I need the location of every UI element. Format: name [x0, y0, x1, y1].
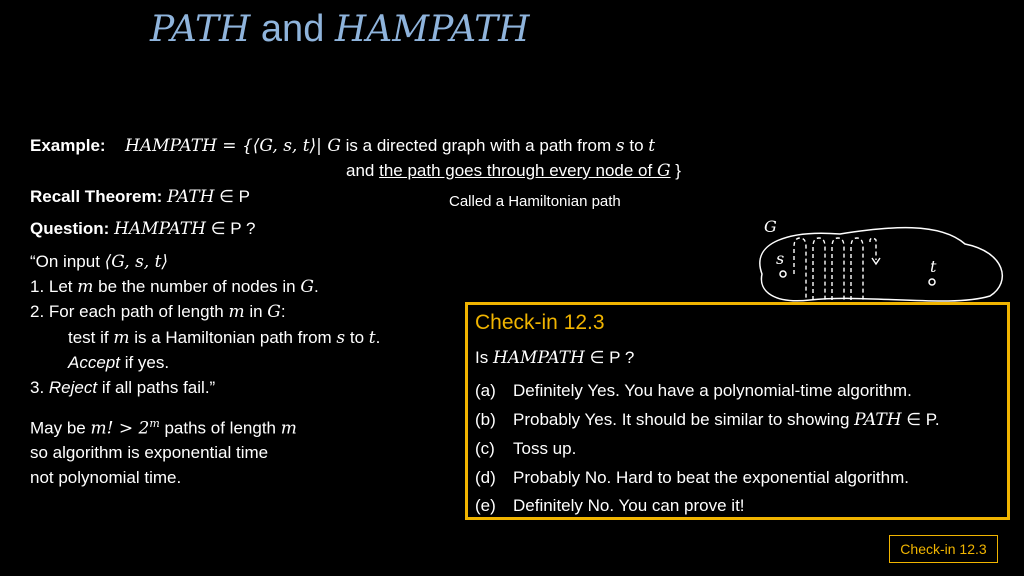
graph-path	[794, 238, 876, 300]
option-b-text: Probably Yes. It should be similar to showing	[513, 410, 855, 429]
example-s: s	[615, 136, 625, 156]
note-line-1	[30, 417, 297, 439]
algo-input-text: “On input	[30, 252, 105, 271]
checkin-box	[465, 302, 1010, 520]
algo-step-2	[30, 302, 286, 322]
checkin-q-lang: HAMPATH	[492, 348, 585, 368]
algo-step-3	[30, 378, 215, 398]
checkin-option-a[interactable]	[475, 381, 912, 401]
algo-test-c: to	[345, 328, 369, 347]
algo-accept-word: Accept	[68, 353, 120, 372]
question	[30, 219, 255, 239]
question-label: Question:	[30, 219, 110, 238]
note-a: May be	[30, 418, 91, 438]
title-hampath: HAMPATH	[334, 9, 530, 50]
example-and: and	[346, 161, 380, 180]
option-b-tail: ∈ P.	[901, 410, 940, 429]
algo-test-d: .	[375, 328, 381, 347]
checkin-q-rest: ∈ P ?	[584, 348, 635, 367]
checkin-question	[475, 348, 634, 368]
recall-theorem	[30, 187, 250, 207]
algo-line-input	[30, 252, 168, 272]
algo-test-b: is a Hamiltonian path from	[129, 328, 337, 347]
option-a-label: (a)	[475, 381, 496, 400]
example-label: Example:	[30, 136, 106, 155]
algo-s2-a: 2. For each path of length	[30, 302, 229, 321]
option-a-text: Definitely Yes. You have a polynomial-time algorithm.	[513, 381, 912, 400]
algo-test-a: test if	[68, 328, 114, 347]
page-title	[150, 8, 530, 51]
title-path: PATH	[150, 9, 251, 50]
option-e-label: (e)	[475, 496, 496, 515]
graph-label-s: s	[776, 249, 785, 268]
option-e-text: Definitely No. You can prove it!	[513, 496, 745, 515]
option-d-text: Probably No. Hard to beat the exponential algorithm.	[513, 468, 909, 487]
note-line-3: not polynomial time.	[30, 468, 182, 487]
example-to: to	[624, 136, 649, 155]
graph-label-g: G	[764, 217, 777, 236]
example-underline-text: the path goes through every node of	[379, 161, 657, 180]
algo-reject-word: Reject	[48, 378, 98, 397]
algo-test-m: m	[113, 328, 130, 348]
algo-s1-b: be the number of nodes in	[93, 277, 301, 296]
option-b-label: (b)	[475, 410, 496, 429]
example-t: t	[648, 136, 656, 156]
algo-input-math: ⟨G, s, t⟩	[104, 252, 169, 272]
example-underline-g: G	[656, 161, 671, 181]
algo-test-s: s	[336, 328, 346, 348]
algo-s3-rest: if all paths fail.”	[97, 378, 216, 397]
hamiltonian-graph-diagram	[750, 212, 1020, 307]
title-and: and	[260, 8, 325, 50]
checkin-option-c[interactable]	[475, 439, 576, 459]
graph-label-t: t	[930, 257, 937, 276]
checkin-badge[interactable]: Check-in 12.3	[889, 535, 998, 563]
algo-s1-m: m	[77, 277, 94, 297]
node-s	[780, 271, 786, 277]
algo-s1-g: G	[300, 277, 314, 297]
algo-s2-g: G	[267, 302, 281, 322]
recall-rest: ∈ P	[214, 187, 250, 206]
hamiltonian-caption: Called a Hamiltonian path	[449, 193, 621, 210]
algo-step-1	[30, 277, 319, 297]
algo-s3-num: 3.	[30, 378, 49, 397]
question-rest: ∈ P ?	[205, 219, 256, 238]
note-m2: m	[280, 418, 297, 439]
note-math: m! > 2	[90, 418, 150, 439]
example-line-1	[30, 136, 655, 156]
algo-s2-c: :	[280, 302, 286, 321]
recall-lang: PATH	[167, 187, 215, 207]
option-c-label: (c)	[475, 439, 495, 458]
checkin-option-b[interactable]	[475, 410, 940, 430]
option-d-label: (d)	[475, 468, 496, 487]
algo-s2-b: in	[244, 302, 268, 321]
note-sup: m	[149, 417, 160, 430]
option-c-text: Toss up.	[513, 439, 577, 458]
option-b-math: PATH	[854, 410, 902, 430]
example-g: G	[327, 136, 341, 156]
algo-test-t: t	[368, 328, 376, 348]
algo-s1-a: 1. Let	[30, 277, 78, 296]
example-text: is a directed graph with a path from	[340, 136, 616, 155]
checkin-option-e[interactable]	[475, 496, 745, 516]
algo-s2-m: m	[228, 302, 245, 322]
algo-step-2-accept	[68, 353, 169, 373]
checkin-q-is: Is	[475, 348, 493, 367]
checkin-option-d[interactable]	[475, 468, 909, 488]
question-lang: HAMPATH	[114, 219, 206, 239]
example-set: = {⟨G, s, t⟩|	[216, 136, 328, 156]
checkin-title: Check-in 12.3	[475, 311, 605, 334]
algo-s1-c: .	[313, 277, 319, 296]
note-line-2: so algorithm is exponential time	[30, 443, 269, 462]
example-close: }	[670, 161, 681, 180]
example-line-2	[346, 161, 681, 181]
example-lang: HAMPATH	[125, 136, 217, 156]
recall-label: Recall Theorem:	[30, 187, 163, 206]
algo-accept-rest: if yes.	[119, 353, 170, 372]
algo-step-2-test	[68, 328, 380, 348]
note-b: paths of length	[159, 418, 281, 438]
example-underlined	[379, 161, 670, 180]
node-t	[929, 279, 935, 285]
